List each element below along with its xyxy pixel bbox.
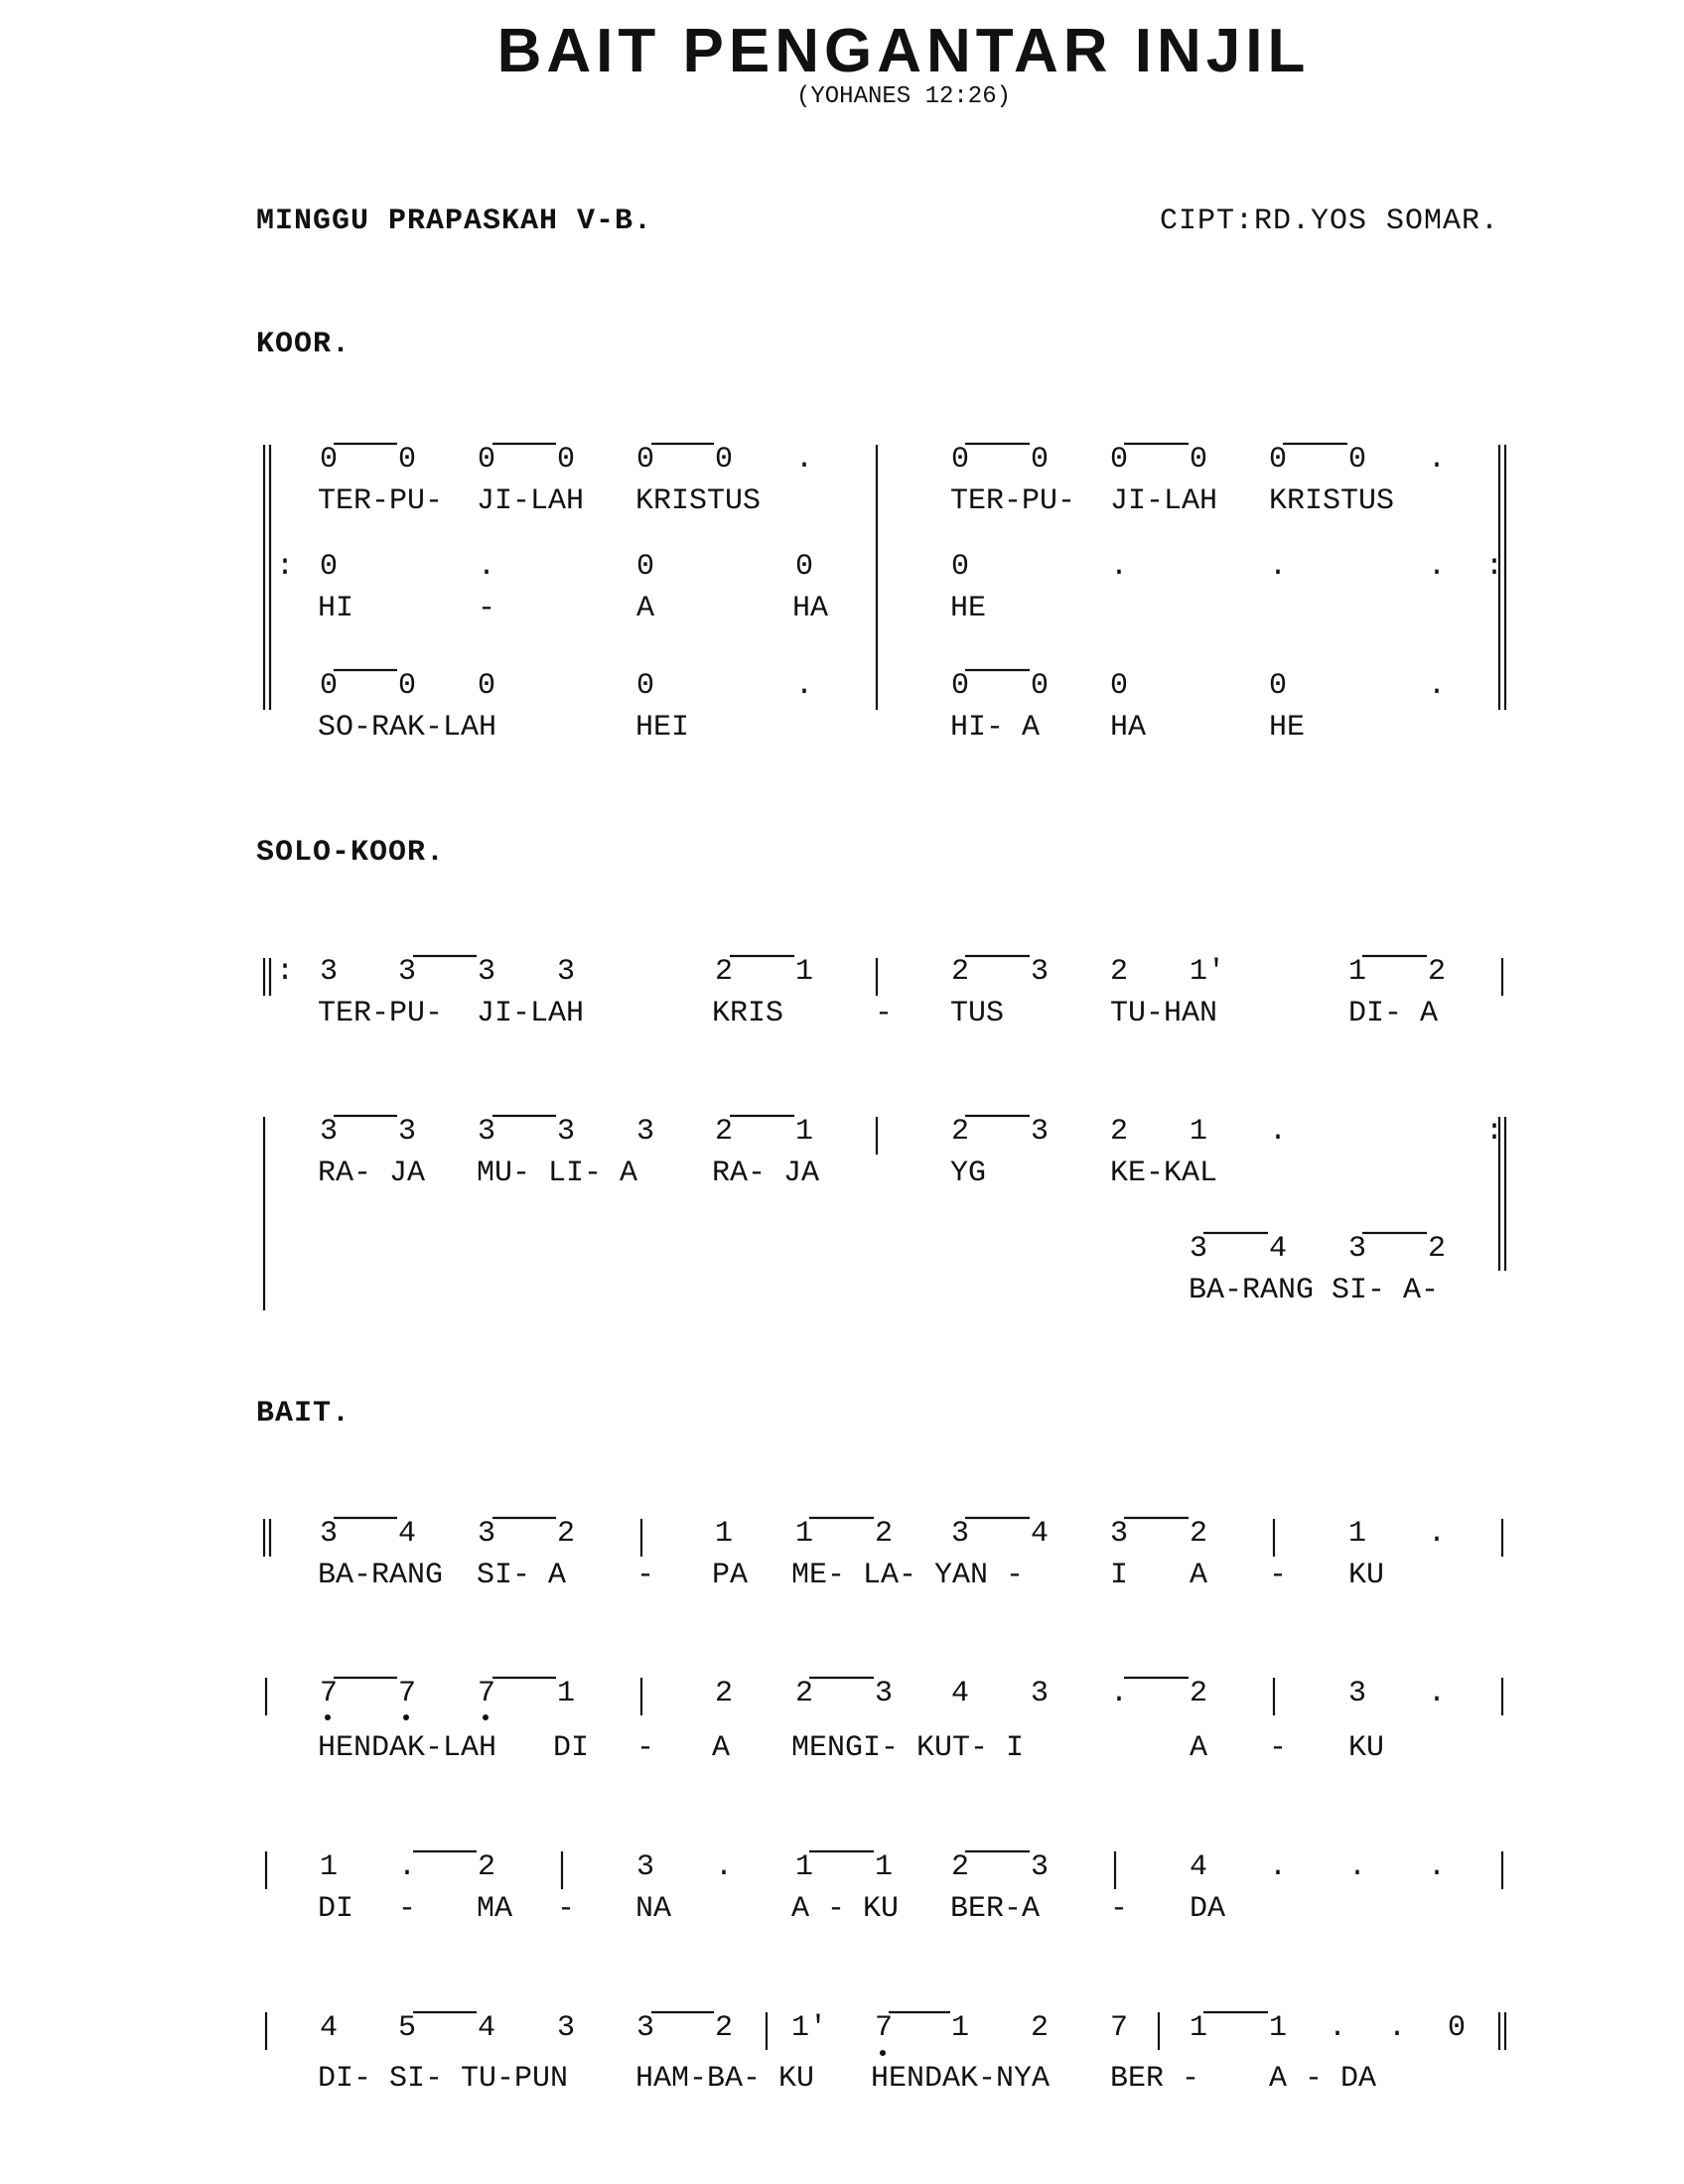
section-bait-label: BAIT. [256,1397,351,1431]
notation-token: KRISTUS [1269,484,1395,518]
notation-token: 2 [1190,1677,1208,1710]
notation-token: KE-KAL [1110,1157,1218,1190]
notation-token: JI-LAH [477,484,585,518]
notation-token: BA-RANG [318,1559,444,1592]
notation-token: HEI [635,711,690,745]
notation-token: 1 [951,2011,970,2045]
notation-token: BER-A [950,1892,1041,1926]
notation-token: KRISTUS [635,484,762,518]
notation-token: BER - [1110,2062,1200,2096]
notation-token: 1 [1190,1115,1208,1149]
notation-token: 4 [1031,1517,1050,1551]
notation-token: . [1269,1850,1288,1884]
notation-token: 1' [1190,955,1226,989]
notation-token: . [1428,1677,1447,1710]
notation-token: I [1110,1559,1129,1592]
notation-token: . [1269,550,1288,584]
notation-token: 0 [795,550,814,584]
notation-token: A [1190,1559,1208,1592]
notation-token: SI- A [477,1559,567,1592]
notation-token: 3 [557,1115,576,1149]
notation-token: 4 [478,2011,496,2045]
notation-token: . [1428,550,1447,584]
notation-token: : [1485,1115,1504,1149]
notation-token: 0 [1110,443,1129,477]
notation-token: HE [950,592,987,625]
notation-token: 1 [875,1850,894,1884]
notation-token: 3 [951,1517,970,1551]
notation-token: 3 [1348,1232,1367,1266]
notation-token: 3 [398,1115,417,1149]
notation-token: 2 [715,955,734,989]
notation-token: 0 [320,669,339,703]
notation-token: 3 [636,1850,655,1884]
notation-token: HA [1110,711,1147,745]
notation-token: 1 [1348,955,1367,989]
notation-token: . [1269,1115,1288,1149]
notation-token: . [1428,1850,1447,1884]
notation-token: 2 [557,1517,576,1551]
notation-token: TER-PU- [318,997,444,1030]
notation-token: MA [477,1892,513,1926]
notation-token: SO-RAK-LAH [318,711,497,745]
notation-token: 4 [1269,1232,1288,1266]
notation-token: - [636,1731,655,1765]
notation-token: 0 [398,669,417,703]
notation-token: DI- SI- TU-PUN [318,2062,569,2096]
notation-token: BA-RANG SI- A- [1189,1274,1440,1307]
notation-token: 7 [875,2011,894,2045]
notation-token: 0 [1348,443,1367,477]
notation-token: PA [712,1559,749,1592]
notation-token: 2 [1110,955,1129,989]
notation-token: JI-LAH [1110,484,1218,518]
notation-token: - [1110,1892,1129,1926]
notation-token: NA [635,1892,672,1926]
notation-token: 3 [636,2011,655,2045]
notation-token: HA [792,592,829,625]
notation-token: . [478,550,496,584]
notation-token: 0 [636,550,655,584]
notation-token: 0 [715,443,734,477]
notation-token: 2 [1428,955,1447,989]
notation-token: 3 [478,1517,496,1551]
notation-token: RA- JA [712,1157,820,1190]
notation-token: 0 [557,443,576,477]
notation-token: 2 [1031,2011,1050,2045]
notation-token: . [1110,1677,1129,1710]
notation-token: 0 [478,443,496,477]
notation-token: 0 [951,443,970,477]
notation-token: 3 [398,955,417,989]
notation-token: 3 [875,1677,894,1710]
notation-token: DI [318,1892,354,1926]
notation-token: 1 [715,1517,734,1551]
notation-token: DI [553,1731,590,1765]
notation-token: 0 [1269,669,1288,703]
notation-token: . [1428,1517,1447,1551]
notation-token: 3 [478,955,496,989]
notation-token: 3 [1190,1232,1208,1266]
notation-token: . [795,443,814,477]
notation-tokens [276,443,1503,2096]
notation-token: TER-PU- [950,484,1076,518]
notation-token: 2 [715,1115,734,1149]
notation-token: . [1428,443,1447,477]
notation-token: 1' [791,2011,828,2045]
notation-token: 3 [636,1115,655,1149]
notation-token: 3 [1031,1850,1050,1884]
notation-token: 4 [951,1677,970,1710]
notation-token: 5 [398,2011,417,2045]
notation-token: 0 [1269,443,1288,477]
notation-token: . [1329,2011,1347,2045]
notation-token: 7 [398,1677,417,1710]
notation-token: 3 [320,955,339,989]
notation-token: 0 [1448,2011,1467,2045]
notation-token: 3 [1110,1517,1129,1551]
notation-token: 7 [1110,2011,1129,2045]
scripture-reference: (YOHANES 12:26) [795,83,1012,110]
notation-token: 3 [557,955,576,989]
notation-lines [264,444,1505,2050]
notation-token: 0 [951,669,970,703]
notation-token: - [875,997,894,1030]
notation-token: - [1269,1559,1288,1592]
notation-token: KU [1348,1559,1385,1592]
notation-token: 0 [320,550,339,584]
notation-token: 2 [951,1115,970,1149]
notation-token: HAM-BA- KU [635,2062,815,2096]
notation-token: - [557,1892,576,1926]
notation-token: 2 [715,2011,734,2045]
notation-token: 0 [398,443,417,477]
occasion-label: MINGGU PRAPASKAH V-B. [256,205,653,238]
notation-token: YG [950,1157,987,1190]
notation-token: HENDAK-LAH [318,1731,497,1765]
notation-token: 1 [320,1850,339,1884]
notation-token: A [636,592,655,625]
notation-token: 0 [1031,443,1050,477]
notation-token: 1 [557,1677,576,1710]
notation-token: - [636,1559,655,1592]
notation-token: A - KU [791,1892,900,1926]
page-title: BAIT PENGANTAR INJIL [496,17,1311,85]
notation-token: 1 [1348,1517,1367,1551]
notation-token: . [1428,669,1447,703]
notation-token: 2 [1110,1115,1129,1149]
notation-token: MENGI- KUT- I [791,1731,1025,1765]
notation-token: 3 [320,1517,339,1551]
notation-token: 1 [795,1850,814,1884]
notation-token: - [398,1892,417,1926]
notation-token: DI- A [1348,997,1439,1030]
notation-token: 0 [1110,669,1129,703]
notation-token: 1 [1269,2011,1288,2045]
notation-token: . [398,1850,417,1884]
notation-token: 0 [478,669,496,703]
notation-token: HI- A [950,711,1041,745]
notation-token: 0 [1031,669,1050,703]
notation-token: 4 [320,2011,339,2045]
notation-token: HENDAK-NYA [871,2062,1051,2096]
notation-token: 3 [320,1115,339,1149]
notation-token: : [276,550,295,584]
notation-token: HI [318,592,354,625]
octave-dots [325,1714,886,2056]
notation-token: HE [1269,711,1306,745]
notation-token: ME- LA- YAN - [791,1559,1025,1592]
notation-token: 2 [478,1850,496,1884]
notation-token: 4 [398,1517,417,1551]
notation-token: 2 [875,1517,894,1551]
notation-token: 4 [1190,1850,1208,1884]
notation-token: . [715,1850,734,1884]
notation-token: 3 [1348,1677,1367,1710]
notation-token: MU- LI- A [477,1157,638,1190]
notation-token: TER-PU- [318,484,444,518]
notation-token: KU [1348,1731,1385,1765]
notation-token: 2 [795,1677,814,1710]
notation-token: 0 [636,443,655,477]
notation-token: 2 [1190,1517,1208,1551]
notation-token: 3 [1031,955,1050,989]
section-solo-koor-label: SOLO-KOOR. [256,836,446,870]
notation-token: JI-LAH [477,997,585,1030]
notation-token: - [1269,1731,1288,1765]
notation-token: . [1348,1850,1367,1884]
notation-token: 0 [1190,443,1208,477]
notation-token: 3 [557,2011,576,2045]
notation-token: KRIS [712,997,784,1030]
notation-token: . [795,669,814,703]
notation-token: 1 [795,1517,814,1551]
notation-token: . [1388,2011,1407,2045]
notation-token: 7 [478,1677,496,1710]
notation-token: 1 [1190,2011,1208,2045]
notation-token: TUS [950,997,1005,1030]
notation-token: - [478,592,496,625]
notation-token: 0 [320,443,339,477]
notation-token: A [712,1731,731,1765]
notation-token: 2 [715,1677,734,1710]
notation-token: 0 [951,550,970,584]
notation-token: 0 [636,669,655,703]
notation-token: : [1485,550,1504,584]
notation-token: 1 [795,1115,814,1149]
notation-token: 1 [795,955,814,989]
notation-token: 3 [1031,1677,1050,1710]
notation-token: 2 [951,955,970,989]
notation-token: A - DA [1269,2062,1377,2096]
notation-token: 3 [1031,1115,1050,1149]
notation-token: RA- JA [318,1157,426,1190]
notation-token: A [1190,1731,1208,1765]
notation-token: : [276,955,295,989]
notation-token: TU-HAN [1110,997,1218,1030]
notation-token: 3 [478,1115,496,1149]
notation-token: 7 [320,1677,339,1710]
notation-token: . [1110,550,1129,584]
composer-label: CIPT:RD.YOS SOMAR. [1160,205,1500,238]
notation-token: DA [1190,1892,1226,1926]
notation-token: 2 [1428,1232,1447,1266]
section-koor-label: KOOR. [256,328,351,361]
notation-token: 2 [951,1850,970,1884]
